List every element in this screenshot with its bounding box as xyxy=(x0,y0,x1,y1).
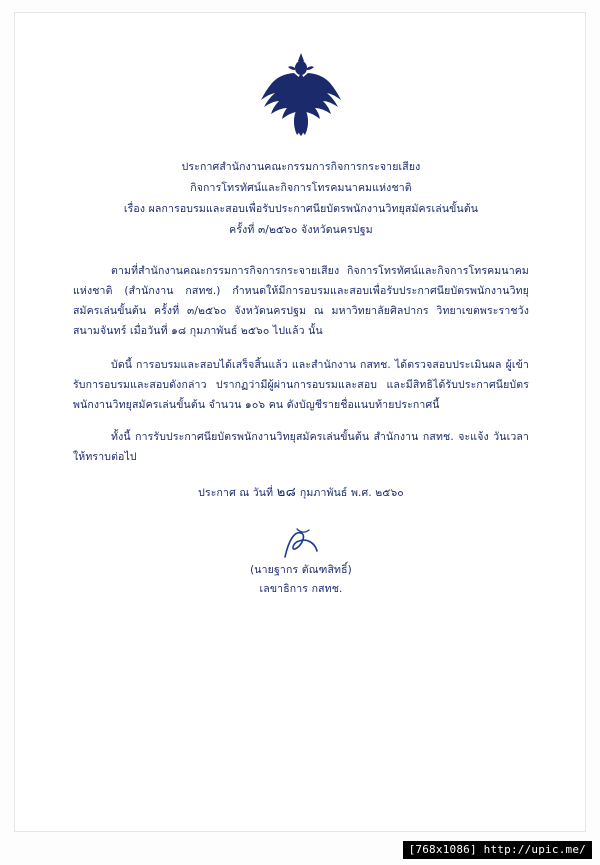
paragraph-3: ทั้งนี้ การรับประกาศนียบัตรพนักงานวิทยุสมัครเล่นขั้นต้น สำนักงาน กสทช. จะแจ้ง วันเวลา ให้ทราบต่อไป xyxy=(73,431,529,463)
document-sheet xyxy=(14,12,586,832)
header-line-2: กิจการโทรทัศน์และกิจการโทรคมนาคมแห่งชาติ xyxy=(190,182,412,194)
announcement-date-prefix: ประกาศ ณ วันที่ xyxy=(198,487,274,499)
header-line-4: ครั้งที่ ๓/๒๕๖๐ จังหวัดนครปฐม xyxy=(229,224,373,236)
watermark-url: http://upic.me/ xyxy=(483,843,586,856)
watermark-badge xyxy=(403,841,592,859)
announcement-date-day: ๒๘ xyxy=(276,485,297,500)
handwritten-signature xyxy=(73,527,529,561)
header-line-3: เรื่อง ผลการอบรมและสอบเพื่อรับประกาศนียบัตรพนักงานวิทยุสมัครเล่นขั้นต้น xyxy=(123,203,479,215)
garuda-emblem xyxy=(253,51,349,137)
paragraph-1: ตามที่สำนักงานคณะกรรมการกิจการกระจายเสียง กิจการโทรทัศน์และกิจการโทรคมนาคมแห่งชาติ (สำนักงาน กสทช.) กำหนดให้มีการอบรมและสอบเพื่อรับประกาศนียบัตรพนักงานวิทยุสมัครเล่นขั้นต้น ครั้งที่ ๓/๒๕๖๐ จังหวัดนครปฐม ณ มหาวิทยาลัยศิลปากร วิทยาเขตพระราชวังสนามจันทร์ เมื่อวันที่ ๑๘ กุมภาพันธ์ ๒๕๖๐ ไปแล้ว นั้น xyxy=(73,265,529,337)
signature-name: (นายฐากร ตัณฑสิทธิ์) xyxy=(250,564,352,576)
document-header xyxy=(15,157,587,241)
announcement-date-suffix: กุมภาพันธ์ พ.ศ. ๒๕๖๐ xyxy=(299,487,404,499)
paragraph-2: บัดนี้ การอบรมและสอบได้เสร็จสิ้นแล้ว และสำนักงาน กสทช. ได้ตรวจสอบประเมินผล ผู้เข้ารับการอบรมและสอบดังกล่าว ปรากฏว่ามีผู้ผ่านการอบรมและสอบ และมีสิทธิได้รับประกาศนียบัตรพนักงานวิทยุสมัครเล่นขั้นต้น จำนวน ๑๐๖ คน ดังบัญชีรายชื่อแนบท้ายประกาศนี้ xyxy=(73,359,529,411)
signature-block xyxy=(73,527,529,599)
watermark-dimensions: [768x1086] xyxy=(408,843,477,856)
announcement-date xyxy=(73,483,529,503)
document-body xyxy=(15,13,587,599)
header-line-1: ประกาศสำนักงานคณะกรรมการกิจการกระจายเสียง xyxy=(181,161,421,173)
document-content xyxy=(15,261,587,599)
signature-title: เลขาธิการ กสทช. xyxy=(259,583,343,595)
